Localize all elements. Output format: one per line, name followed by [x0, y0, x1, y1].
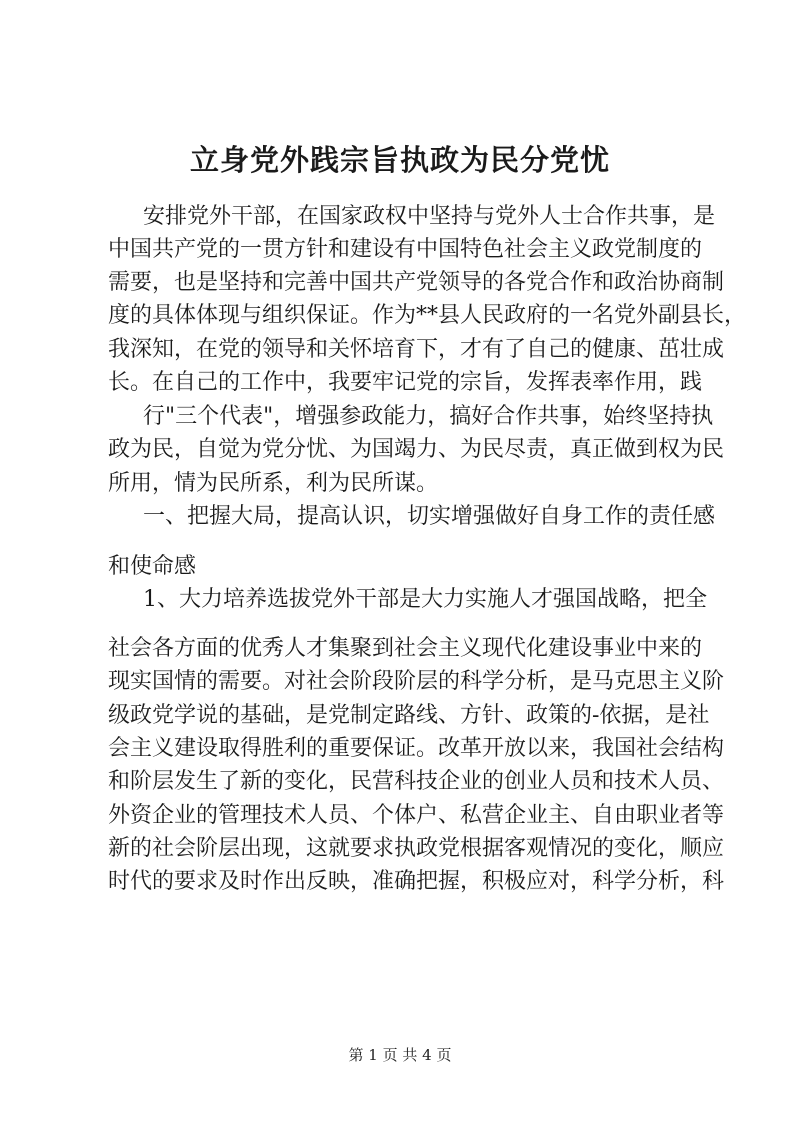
paragraph-line: 外资企业的管理技术人员、个体户、私营企业主、自由职业者等 — [108, 803, 725, 828]
paragraph-line: 新的社会阶层出现，这就要求执政党根据客观情况的变化，顺应 — [108, 836, 725, 861]
paragraph-line: 现实国情的需要。对社会阶段阶层的科学分析，是马克思主义阶 — [108, 669, 725, 694]
paragraph-line: 我深知，在党的领导和关怀培育下，才有了自己的健康、茁壮成 — [108, 337, 725, 362]
section-heading-line: 一、把握大局，提高认识，切实增强做好自身工作的责任感 — [143, 504, 716, 529]
document-title: 立身党外践宗旨执政为民分党忧 — [189, 143, 610, 177]
paragraph-line: 行"三个代表"，增强参政能力，搞好合作共事，始终坚持执 — [143, 404, 714, 429]
paragraph-line: 中国共产党的一贯方针和建设有中国特色社会主义政党制度的 — [108, 237, 703, 262]
section-heading-line: 和使命感 — [108, 554, 197, 579]
paragraph-line: 安排党外干部，在国家政权中坚持与党外人士合作共事，是 — [143, 204, 716, 229]
paragraph-line: 度的具体体现与组织保证。作为**县人民政府的一名党外副县长， — [108, 303, 747, 328]
paragraph-line: 需要，也是坚持和完善中国共产党领导的各党合作和政治协商制 — [108, 270, 725, 295]
paragraph-line: 1、大力培养选拔党外干部是大力实施人才强国战略，把全 — [143, 587, 707, 612]
paragraph-line: 社会各方面的优秀人才集聚到社会主义现代化建设事业中来的 — [108, 636, 703, 661]
paragraph-line: 时代的要求及时作出反映，准确把握，积极应对，科学分析，科 — [108, 869, 725, 894]
page-number-footer: 第 1 页 共 4 页 — [348, 1046, 452, 1064]
paragraph-line: 和阶层发生了新的变化，民营科技企业的创业人员和技术人员、 — [108, 769, 725, 794]
paragraph-line: 级政党学说的基础，是党制定路线、方针、政策的-依据，是社 — [108, 703, 710, 728]
paragraph-line: 长。在自己的工作中，我要牢记党的宗旨，发挥表率作用，践 — [108, 370, 703, 395]
paragraph-line: 会主义建设取得胜利的重要保证。改革开放以来，我国社会结构 — [108, 736, 725, 761]
paragraph-line: 政为民，自觉为党分忧、为国竭力、为民尽责，真正做到权为民 — [108, 437, 725, 462]
paragraph-line: 所用，情为民所系，利为民所谋。 — [108, 471, 439, 496]
